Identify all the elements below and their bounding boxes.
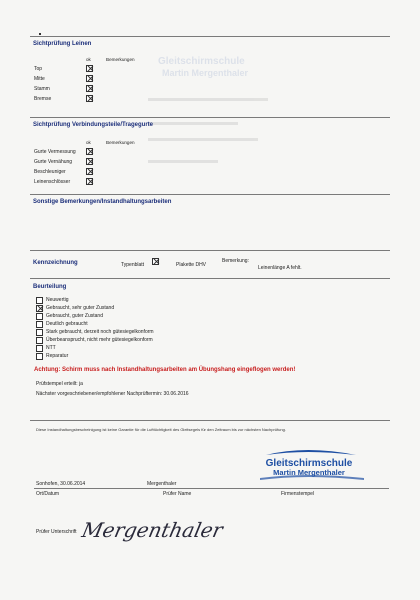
leinen-row-label: Bremse bbox=[34, 96, 52, 102]
bemerkung-label: Bemerkung: bbox=[222, 258, 249, 264]
school-logo bbox=[246, 447, 372, 481]
beurteilung-option: Gebraucht, guter Zustand bbox=[46, 313, 103, 319]
handwritten-signature bbox=[79, 513, 225, 547]
beurteilung-checkbox[interactable] bbox=[36, 329, 43, 336]
leinen-checkbox[interactable] bbox=[86, 95, 93, 102]
divider bbox=[30, 194, 390, 195]
verbindung-remarks-header: Bemerkungen bbox=[106, 140, 135, 145]
pruefer-name-label: Prüfer Name bbox=[163, 491, 192, 497]
divider bbox=[30, 420, 390, 421]
verbindung-row-label: Beschleuniger bbox=[34, 169, 66, 175]
beurteilung-checkbox[interactable] bbox=[36, 305, 43, 312]
leinen-row-label: Stamm bbox=[34, 86, 50, 92]
typenblatt-label: Typenblatt bbox=[121, 262, 145, 268]
beurteilung-option: NTT bbox=[46, 345, 56, 351]
svg-text:Gleitschirmschule: Gleitschirmschule bbox=[158, 56, 245, 67]
sonstige-title: Sonstige Bemerkungen/Instandhaltungsarbeiten bbox=[33, 199, 172, 205]
logo-line1: Gleitschirmschule bbox=[265, 458, 353, 469]
verbindung-checkbox[interactable] bbox=[86, 158, 93, 165]
signature-line bbox=[34, 488, 389, 489]
divider bbox=[30, 117, 390, 118]
disclaimer-text: Diese Instandhaltungsbescheinigung ist keine Garantie für die Lufttüchtigkeit des Gleitsegels für den Zeitraum bis zur nächsten Nachprüfung. bbox=[36, 427, 286, 432]
watermark-logo bbox=[128, 50, 303, 200]
leinen-title: Sichtprüfung Leinen bbox=[33, 41, 92, 47]
beurteilung-option: Deutlich gebraucht bbox=[46, 321, 88, 327]
leinen-checkbox[interactable] bbox=[86, 85, 93, 92]
verbindung-row-label: Leinenschlösser bbox=[34, 179, 71, 185]
svg-text:Martin Mergenthaler: Martin Mergenthaler bbox=[162, 68, 249, 78]
kennzeichnung-title: Kennzeichnung bbox=[33, 260, 78, 266]
signature-glyphs: Mergenthaler bbox=[79, 518, 225, 542]
leinen-checkbox[interactable] bbox=[86, 65, 93, 72]
firmenstempel-label: Firmenstempel bbox=[281, 491, 315, 497]
divider bbox=[30, 250, 390, 251]
beurteilung-checkbox[interactable] bbox=[36, 337, 43, 344]
corner-marker bbox=[39, 33, 41, 35]
beurteilung-checkbox[interactable] bbox=[36, 353, 43, 360]
beurteilung-checkbox[interactable] bbox=[36, 345, 43, 352]
beurteilung-option: Überbeansprucht, nicht mehr gütesiegelkonform bbox=[46, 337, 153, 343]
pruefstempel-text: Prüfstempel erteilt: ja bbox=[36, 381, 83, 387]
verbindung-row-label: Gurte Vernähung bbox=[34, 159, 73, 165]
verbindung-ok-header: ok bbox=[86, 140, 91, 145]
unterschrift-label: Prüfer Unterschrift bbox=[36, 529, 77, 535]
beurteilung-option: Neuwertig bbox=[46, 297, 69, 303]
verbindung-checkbox[interactable] bbox=[86, 178, 93, 185]
leinen-remarks-header: Bemerkungen bbox=[106, 57, 135, 62]
nachpruef-text: Nächster vorgeschriebener/empfohlener Nachprüftermin: 30.06.2016 bbox=[36, 391, 189, 397]
verbindung-row-label: Gurte Vermessung bbox=[34, 149, 76, 155]
leinen-row-label: Mitte bbox=[34, 76, 45, 82]
warning-text: Achtung: Schirm muss nach Instandhaltungsarbeiten am Übungshang eingeflogen werden! bbox=[34, 367, 296, 373]
typenblatt-checkbox[interactable] bbox=[152, 258, 159, 265]
divider bbox=[30, 278, 390, 279]
leinen-ok-header: ok bbox=[86, 57, 91, 62]
beurteilung-option: Stark gebraucht, derzeit noch gütesiegelkonform bbox=[46, 329, 154, 335]
verbindung-checkbox[interactable] bbox=[86, 148, 93, 155]
beurteilung-checkbox[interactable] bbox=[36, 297, 43, 304]
leinen-checkbox[interactable] bbox=[86, 75, 93, 82]
verbindung-title: Sichtprüfung Verbindungsteile/Tragegurte bbox=[33, 122, 154, 128]
beurteilung-option: Gebraucht, sehr guter Zustand bbox=[46, 305, 115, 311]
ort-datum-label: Ort/Datum bbox=[36, 491, 60, 497]
plakette-label: Plakette DHV bbox=[176, 262, 207, 268]
beurteilung-checkbox[interactable] bbox=[36, 321, 43, 328]
logo-line2: Martin Mergenthaler bbox=[273, 468, 345, 477]
verbindung-checkbox[interactable] bbox=[86, 168, 93, 175]
ort-datum-value: Sonhofen, 30.06.2014 bbox=[36, 481, 86, 487]
pruefer-value: Mergenthaler bbox=[147, 481, 177, 487]
leinen-row-label: Top bbox=[34, 66, 43, 72]
beurteilung-checkbox[interactable] bbox=[36, 313, 43, 320]
beurteilung-title: Beurteilung bbox=[33, 284, 67, 290]
bemerkung-value: Leinenlänge A fehlt. bbox=[258, 265, 302, 271]
divider bbox=[30, 36, 390, 37]
beurteilung-option: Reparatur bbox=[46, 353, 69, 359]
